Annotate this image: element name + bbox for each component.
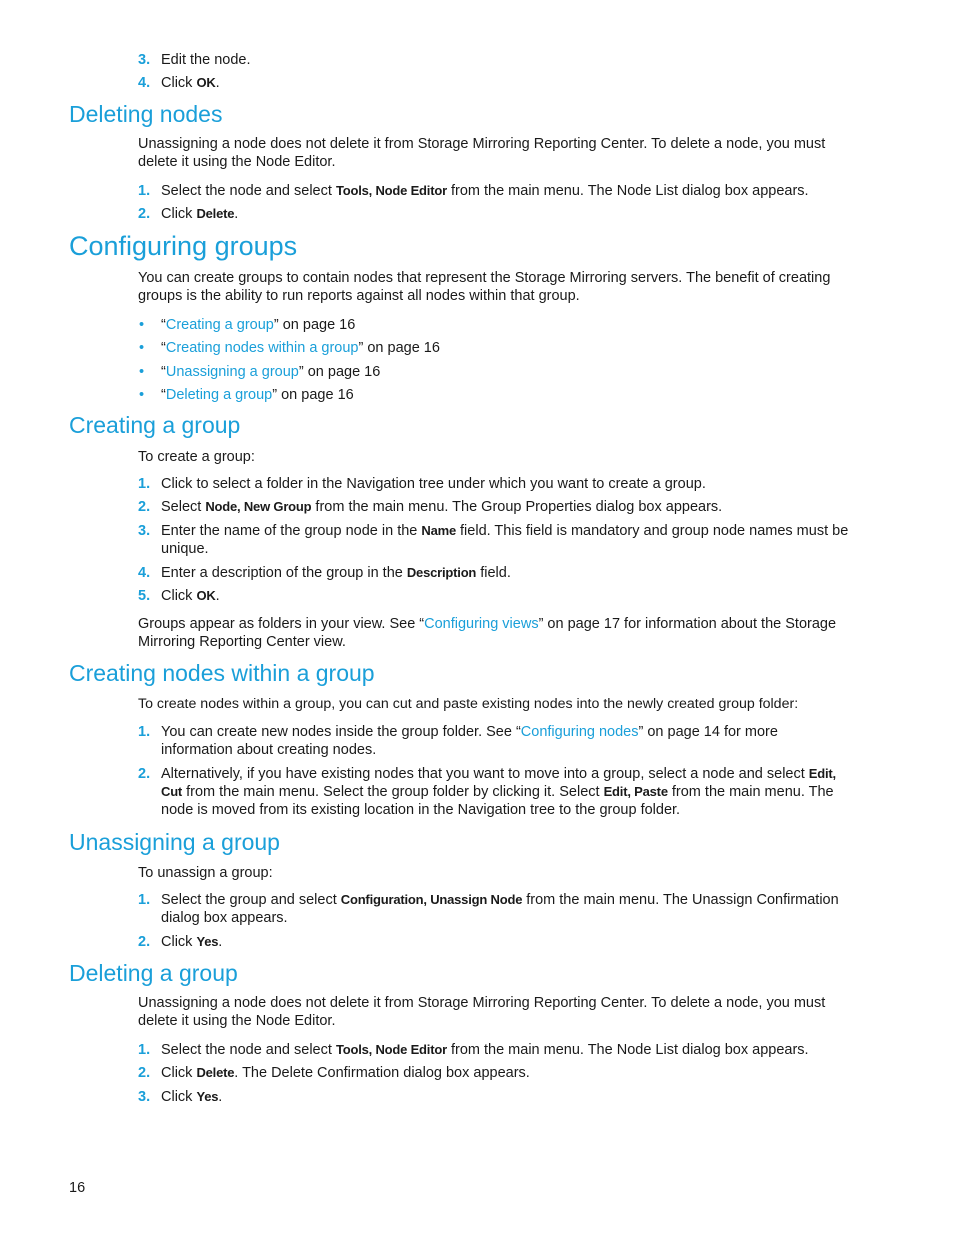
- ui-term: OK: [196, 75, 216, 90]
- bullet-item: • “Deleting a group” on page 16: [139, 387, 354, 403]
- heading-deleting-nodes: Deleting nodes: [69, 101, 223, 127]
- step-number: 3.: [138, 52, 151, 68]
- heading-creating-nodes-within-a-group: Creating nodes within a group: [69, 660, 375, 686]
- paragraph: Unassigning a node does not delete it from Storage Mirroring Reporting Center. To delete a node, you must delete it using the Node Editor.: [138, 995, 826, 1029]
- ui-term: Delete: [196, 1065, 235, 1080]
- ui-term: Name: [421, 523, 456, 538]
- step-2: 2. Click Yes.: [138, 934, 223, 950]
- heading-deleting-a-group: Deleting a group: [69, 960, 238, 986]
- step-text: Edit the node.: [161, 52, 251, 68]
- ui-term: Node, New Group: [205, 499, 312, 514]
- ui-term: Delete: [196, 206, 235, 221]
- step-3: 3. Enter the name of the group node in the Name field. This field is mandatory and group node names must be unique.: [138, 523, 849, 557]
- step-1: 1. Select the group and select Configuration, Unassign Node from the main menu. The Unassign Confirmation dialog box appears.: [138, 892, 839, 926]
- ui-term: Tools, Node Editor: [335, 183, 447, 198]
- bullet-item: • “Creating nodes within a group” on page 16: [139, 340, 440, 356]
- step-3: 3. Click Yes.: [138, 1089, 223, 1105]
- link-deleting-a-group[interactable]: Deleting a group: [165, 387, 273, 403]
- bullet-icon: •: [139, 364, 145, 380]
- step-number: 4.: [138, 75, 151, 91]
- link-configuring-nodes[interactable]: Configuring nodes: [520, 724, 639, 740]
- heading-configuring-groups: Configuring groups: [69, 231, 298, 261]
- bullet-item: • “Creating a group” on page 16: [139, 317, 356, 333]
- ui-term: Tools, Node Editor: [335, 1042, 447, 1057]
- step-2: 2. Alternatively, if you have existing nodes that you want to move into a group, select a node and select Edit, Cut from the main menu. Select the group folder by clicking it. Select Edit, Paste from the main menu. The node is moved from its existing location in the Navigation tree to the group folder.: [138, 766, 836, 818]
- step-1: 1. Select the node and select Tools, Node Editor from the main menu. The Node List dialog box appears.: [138, 1042, 809, 1058]
- intro-text: To create nodes within a group, you can cut and paste existing nodes into the newly created group folder:: [138, 696, 799, 712]
- ui-term: Edit, Cut: [161, 766, 836, 799]
- page-number: 16: [69, 1180, 86, 1196]
- link-creating-nodes-within-a-group[interactable]: Creating nodes within a group: [165, 340, 359, 356]
- ui-term: Yes: [196, 1089, 219, 1104]
- heading-unassigning-a-group: Unassigning a group: [69, 829, 280, 855]
- ui-term: OK: [196, 588, 216, 603]
- bullet-icon: •: [139, 317, 145, 333]
- bullet-icon: •: [139, 340, 145, 356]
- step-1: 1. Select the node and select Tools, Node Editor from the main menu. The Node List dialog box appears.: [138, 183, 809, 199]
- heading-creating-a-group: Creating a group: [69, 412, 241, 438]
- ui-term: Description: [406, 565, 477, 580]
- ui-term: Configuration, Unassign Node: [340, 892, 523, 907]
- step-3-edit-node: [138, 51, 850, 69]
- link-unassigning-a-group[interactable]: Unassigning a group: [165, 364, 299, 380]
- step-2: 2. Select Node, New Group from the main menu. The Group Properties dialog box appears.: [138, 499, 723, 515]
- bullet-item: • “Unassigning a group” on page 16: [139, 364, 381, 380]
- note-paragraph: Groups appear as folders in your view. See “Configuring views” on page 17 for information about the Storage Mirroring Reporting Center view.: [138, 616, 837, 650]
- paragraph: Unassigning a node does not delete it from Storage Mirroring Reporting Center. To delete a node, you must delete it using the Node Editor.: [138, 136, 826, 170]
- step-4: 4. Enter a description of the group in the Description field.: [138, 565, 511, 581]
- step-5: 5. Click OK.: [138, 588, 220, 604]
- intro-text: To unassign a group:: [138, 865, 273, 881]
- intro-text: To create a group:: [138, 449, 255, 465]
- ui-term: Yes: [196, 934, 219, 949]
- step-4-click-ok: 4. Click OK.: [138, 75, 220, 91]
- link-creating-a-group[interactable]: Creating a group: [165, 317, 274, 333]
- link-configuring-views[interactable]: Configuring views: [424, 616, 539, 632]
- ui-term: Edit, Paste: [603, 784, 668, 799]
- step-1: 1. You can create new nodes inside the group folder. See “Configuring nodes” on page 14 for more information about creating nodes.: [138, 724, 778, 758]
- bullet-icon: •: [139, 387, 145, 403]
- paragraph: You can create groups to contain nodes that represent the Storage Mirroring servers. The benefit of creating groups is the ability to run reports against all nodes within that group.: [138, 270, 831, 304]
- step-1: 1. Click to select a folder in the Navigation tree under which you want to create a group.: [138, 476, 706, 492]
- step-2: 2. Click Delete. The Delete Confirmation dialog box appears.: [138, 1065, 530, 1081]
- step-2: 2. Click Delete.: [138, 206, 239, 222]
